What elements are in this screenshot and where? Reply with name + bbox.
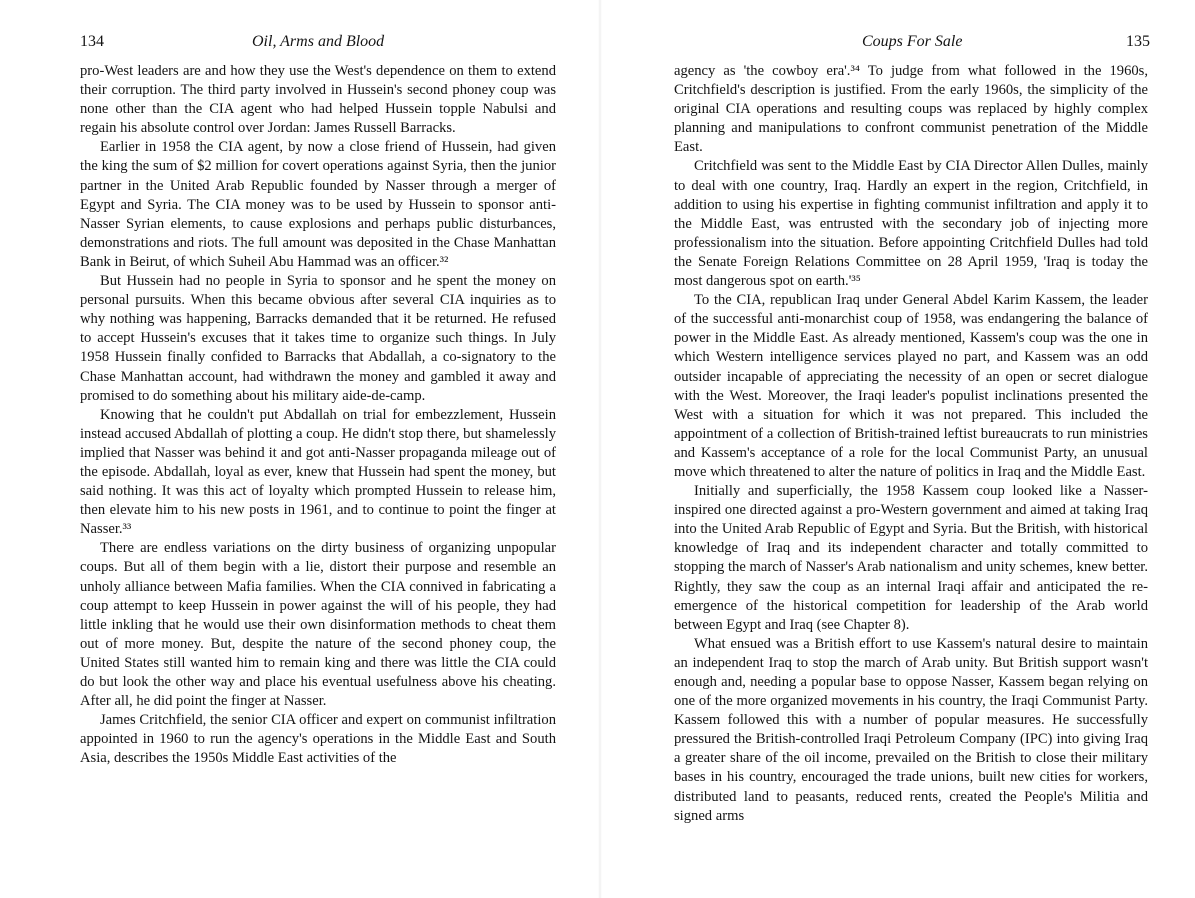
running-title: Coups For Sale <box>862 33 963 50</box>
body-text <box>80 62 556 768</box>
paragraph: But Hussein had no people in Syria to sponsor and he spent the money on personal pursuits. When this became obvious after several CIA inquiries as to why nothing was happening, Barracks demanded that it be returned. He refused to accept Hussein's excuses that it takes time to organize such things. In July 1958 Hussein finally confided to Barracks that Abdallah, a co-signatory to the Chase Manhattan account, had withdrawn the money and gambled it away and promised to do something about his military aide-de-camp. <box>80 273 556 404</box>
paragraph: Initially and superficially, the 1958 Kassem coup looked like a Nasser-inspired one directed against a pro-Western government and aimed at taking Iraq into the United Arab Republic of Egypt and Syria. But the British, with historical knowledge of Iraq and its independent character and totally committed to stopping the march of Nasser's Arab nationalism and unity schemes, knew better. Rightly, they saw the coup as an internal Iraqi affair and anticipated the re-emergence of the historical competition for leadership of the Arab world between Egypt and Iraq (see Chapter 8). <box>674 483 1148 633</box>
paragraph: James Critchfield, the senior CIA officer and expert on communist infiltration appointed in 1960 to run the agency's operations in the Middle East and South Asia, describes the 1950s Middle East activities of the <box>80 712 556 767</box>
paragraph: What ensued was a British effort to use Kassem's natural desire to maintain an independent Iraq to stop the march of Arab unity. But British support wasn't enough and, needing a popular base to oppose Nasser, Kassem began relying on one of the more organized movements in his country, the Iraqi Communist Party. Kassem followed this with a number of popular measures. He successfully pressured the British-controlled Iraqi Petroleum Company (IPC) into giving Iraq a greater share of the oil income, prevailed on the British to close their military bases in his country, encouraged the trade unions, built new cities for workers, distributed land to peasants, reduced rents, created the People's Militia and signed arms <box>674 635 1148 824</box>
running-title: Oil, Arms and Blood <box>252 33 385 50</box>
body-text <box>674 62 1148 826</box>
page-number: 134 <box>80 33 104 50</box>
paragraph: agency as 'the cowboy era'.³⁴ To judge from what followed in the 1960s, Critchfield's description is justified. From the early 1960s, the simplicity of the original CIA operations and resulting coups was replaced by highly complex planning and manipulations to confront communist penetration of the Middle East. <box>674 63 1148 156</box>
paragraph: Critchfield was sent to the Middle East by CIA Director Allen Dulles, mainly to deal with one country, Iraq. Hardly an expert in the region, Critchfield, in addition to using his expertise in fighting communist infiltration and apply it to the Middle East, was entrusted with the secondary job of injecting more professionalism into the situation. Before appointing Critchfield Dulles had told the Senate Foreign Relations Committee on 28 April 1959, 'Iraq is today the most dangerous spot on earth.'³⁵ <box>674 158 1148 290</box>
paragraph: Knowing that he couldn't put Abdallah on trial for embezzlement, Hussein instead accused Abdallah of plotting a coup. He didn't stop there, but shamelessly implied that Nasser was behind it and got anti-Nasser propaganda mileage out of the episode. Abdallah, loyal as ever, knew that Hussein had spent the money, but said nothing. It was this act of loyalty which prompted Hussein to release him, then elevate him to his new posts in 1961, and to continue to point the finger at Nasser.³³ <box>80 406 557 538</box>
page-number: 135 <box>1126 33 1150 50</box>
paragraph: There are endless variations on the dirty business of organizing unpopular coups. But all of them begin with a lie, distort their purpose and resemble an unholy alliance between Mafia families. When the CIA connived in fabricating a coup attempt to keep Hussein in power against the will of his people, they had little inkling that he would use their own disinformation methods to cheat them out of more money. But, despite the nature of the second phoney coup, the United States still wanted him to remain king and there was little the CIA could do but look the other way and place his eventual usefulness above his cheating. After all, he did point the finger at Nasser. <box>80 540 556 710</box>
paragraph: Earlier in 1958 the CIA agent, by now a close friend of Hussein, had given the king the sum of $2 million for covert operations against Syria, then the junior partner in the United Arab Republic founded by Nasser through a merger of Egypt and Syria. The CIA money was to be used by Hussein to sponsor anti-Nasser Syrian elements, to cause explosions and perhaps public disturbances, demonstrations and riots. The full amount was deposited in the Chase Manhattan Bank in Beirut, of which Suheil Abu Hammad was an officer.³² <box>80 139 556 270</box>
paragraph: pro-West leaders are and how they use the West's dependence on them to extend their corruption. The third party involved in Hussein's second phoney coup was none other than the CIA agent who had helped Hussein topple Nabulsi and regain his absolute control over Jordan: James Russell Barracks. <box>80 63 556 137</box>
right-page <box>600 0 1195 898</box>
paragraph: To the CIA, republican Iraq under General Abdel Karim Kassem, the leader of the successful anti-monarchist coup of 1958, was endangering the balance of power in the Middle East. As already mentioned, Kassem's coup was the one in which Western intelligence services played no part, and Kassem was an odd outsider incapable of appreciating the necessity of an open or secret dialogue with the West. Moreover, the Iraqi leader's populist inclinations presented the West with a situation for which it was not prepared. This included the appointment of a collection of British-trained leftist bureaucrats to run ministries and Kassem's acceptance of a role for the local Communist Party, an unusual move which threatened to alter the nature of politics in Iraq and the Middle East. <box>674 292 1148 480</box>
